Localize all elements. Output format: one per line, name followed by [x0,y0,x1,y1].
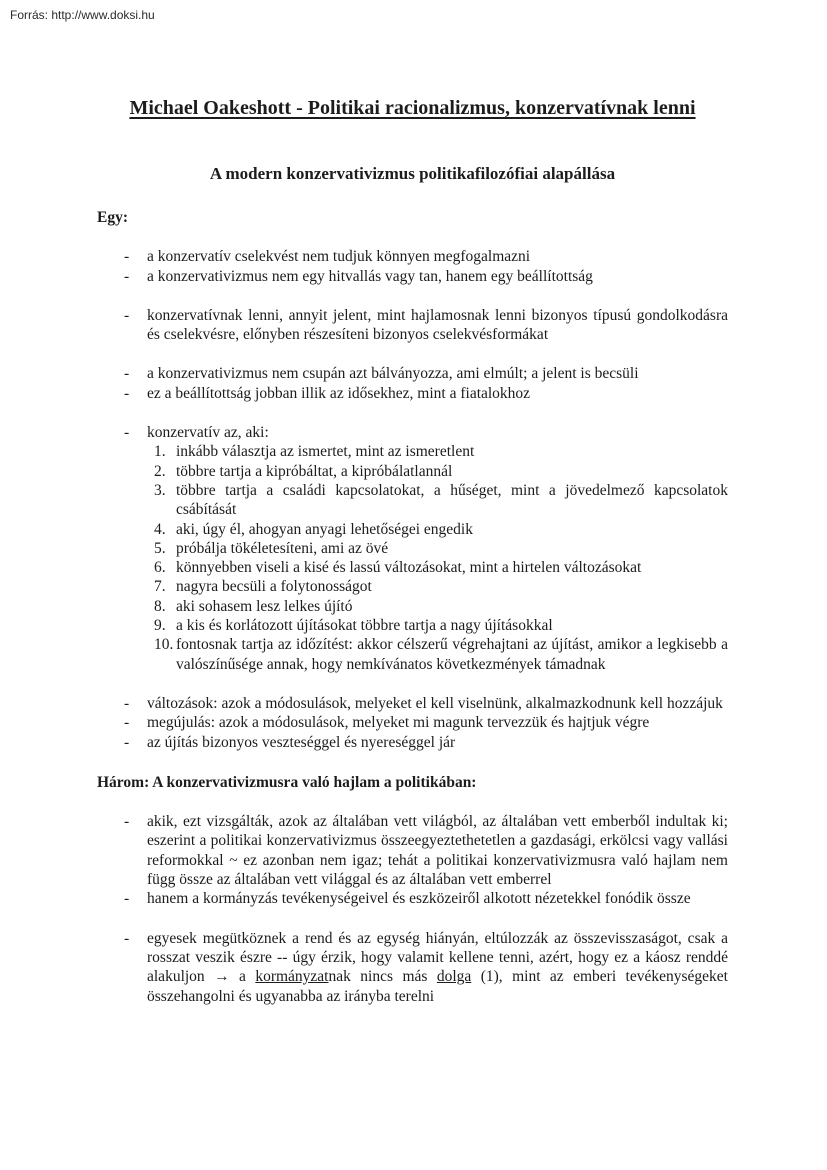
list-item [97,247,728,266]
list-item [97,733,728,752]
item-text: többre tartja a családi kapcsolatokat, a hűséget, mint a jövedelmező kapcsolatok csábítását [176,481,728,519]
bullet-group-4 [97,694,728,752]
numbered-item [97,577,728,596]
numbered-item [97,539,728,558]
bullet-dash: - [124,813,130,831]
item-text: fontosnak tartja az időzítést: akkor célszerű végrehajtani az újítást, amikor a legkisebb a valószínűsége annak, hogy nemkívánatos következmények támadnak [176,636,728,673]
item-text: többre tartja a kipróbáltat, a kipróbálatlannál [176,462,453,480]
bullet-text: hanem a kormányzás tevékenységeivel és eszközeiről alkotott nézetekkel fonódik össze [147,890,691,908]
list-item [97,929,728,1006]
item-number: 5. [154,539,166,557]
document-subtitle: A modern konzervativizmus politikafilozófiai alapállása [209,164,616,183]
bullet-dash: - [124,714,130,732]
document-title-text: Michael Oakeshott - Politikai racionalizmus, konzervatívnak lenni [129,97,696,119]
bullet-dash: - [124,306,130,324]
list-item [97,384,728,403]
bullet-dash: - [124,890,130,908]
bullet-text: a konzervativizmus nem csupán azt bálványozza, ami elmúlt; a jelent is becsüli [147,365,639,383]
numbered-item [97,481,728,520]
numbered-item [97,520,728,539]
document-title [75,0,750,120]
bullet-text: megújulás: azok a módosulások, melyeket mi magunk tervezzük és hajtjuk végre [147,714,650,732]
item-number: 8. [154,597,166,615]
item-number: 3. [154,481,166,499]
section-heading-harom: Három: A konzervativizmusra való hajlam a politikában: [97,773,477,791]
list-item [97,306,728,345]
bullet-group-1 [97,247,728,286]
numbered-item [97,462,728,481]
item-number: 6. [154,559,166,577]
item-text: próbálja tökéletesíteni, ami az övé [176,539,389,557]
item-number: 10. [154,636,174,654]
item-number: 7. [154,578,166,596]
list-item [97,694,728,713]
list-item [97,267,728,286]
rich-segment: nak nincs más [328,968,437,986]
bullet-dash: - [124,929,130,947]
bullet-text: az újítás bizonyos veszteséggel és nyereséggel jár [147,733,456,751]
bullet-text: a konzervativizmus nem egy hitvallás vagy tan, hanem egy beállítottság [147,267,593,285]
item-number: 2. [154,462,166,480]
bullet-text: konzervatívnak lenni, annyit jelent, mint hajlamosnak lenni bizonyos típusú gondolkodásra és cselekvésre, előnyben részesíteni bizonyos cselekvésformákat [147,306,728,344]
numbered-list-intro: konzervatív az, aki: [147,424,269,442]
bullet-dash: - [124,733,130,751]
list-item [97,889,728,908]
list-item [97,812,728,889]
bullet-group-5 [97,812,728,908]
bullet-dash: - [124,267,130,285]
item-text: nagyra becsüli a folytonosságot [176,578,372,596]
item-text: inkább választja az ismertet, mint az ismeretlent [176,443,475,461]
item-text: aki, úgy él, ahogyan anyagi lehetőségei engedik [176,520,473,538]
bullet-dash: - [124,365,130,383]
bullet-text: ez a beállítottság jobban illik az idősekhez, mint a fiatalokhoz [147,384,531,402]
list-item [97,713,728,732]
numbered-item [97,635,728,674]
bullet-text: akik, ezt vizsgálták, azok az általában vett világból, az általában vett emberből indultak ki; eszerint a politikai konzervativizmus összeegyeztethetetlen a gazdasági, erkölcsi vagy vallási reformokkal ~ ez azonban nem igaz; tehát a politikai konzervativizmusra való hajlam nem függ össze az általában vett világgal és az általában vett emberrel [147,813,728,889]
bullet-group-6 [97,929,728,1006]
bullet-dash: - [124,694,130,712]
numbered-item [97,597,728,616]
item-text: könnyebben viseli a kisé és lassú változásokat, mint a hirtelen változásokat [176,559,642,577]
rich-segment: (1), mint az emberi tevékenységeket összehangolni és ugyanabba az irányba terelni [147,968,728,1005]
item-number: 1. [154,443,166,461]
bullet-dash: - [124,384,130,402]
underlined-term-dolga: dolga [436,968,472,986]
source-url-line: Forrás: http://www.doksi.hu [10,8,155,22]
item-number: 4. [154,520,166,538]
numbered-item [97,442,728,461]
rich-segment: egyesek megütköznek a rend és az egység hiányán, eltúlozzák az összevisszaságot, csak a rosszat veszik észre -- úgy érzik, hogy valamit kellene tenni, azért, hogy ez a káosz renddé alakuljon → a [147,929,728,986]
list-item [97,423,728,442]
bullet-group-2 [97,306,728,345]
numbered-item [97,558,728,577]
item-text: aki sohasem lesz lelkes újító [176,597,353,615]
bullet-group-numbered [97,423,728,674]
bullet-dash: - [124,424,130,442]
item-text: a kis és korlátozott újításokat többre tartja a nagy újításokkal [176,617,553,635]
list-item [97,364,728,383]
bullet-text: változások: azok a módosulások, melyeket el kell viselnünk, alkalmazkodnunk kell hozzájuk [147,694,723,712]
bullet-group-3 [97,364,728,403]
section-heading-egy: Egy: [97,209,128,226]
bullet-text: a konzervatív cselekvést nem tudjuk könnyen megfogalmazni [147,248,531,266]
item-number: 9. [154,617,166,635]
bullet-dash: - [124,248,130,266]
numbered-item [97,616,728,635]
underlined-term-kormanyzat: kormányzat [255,968,329,986]
bullet-text-rich [147,929,728,1006]
